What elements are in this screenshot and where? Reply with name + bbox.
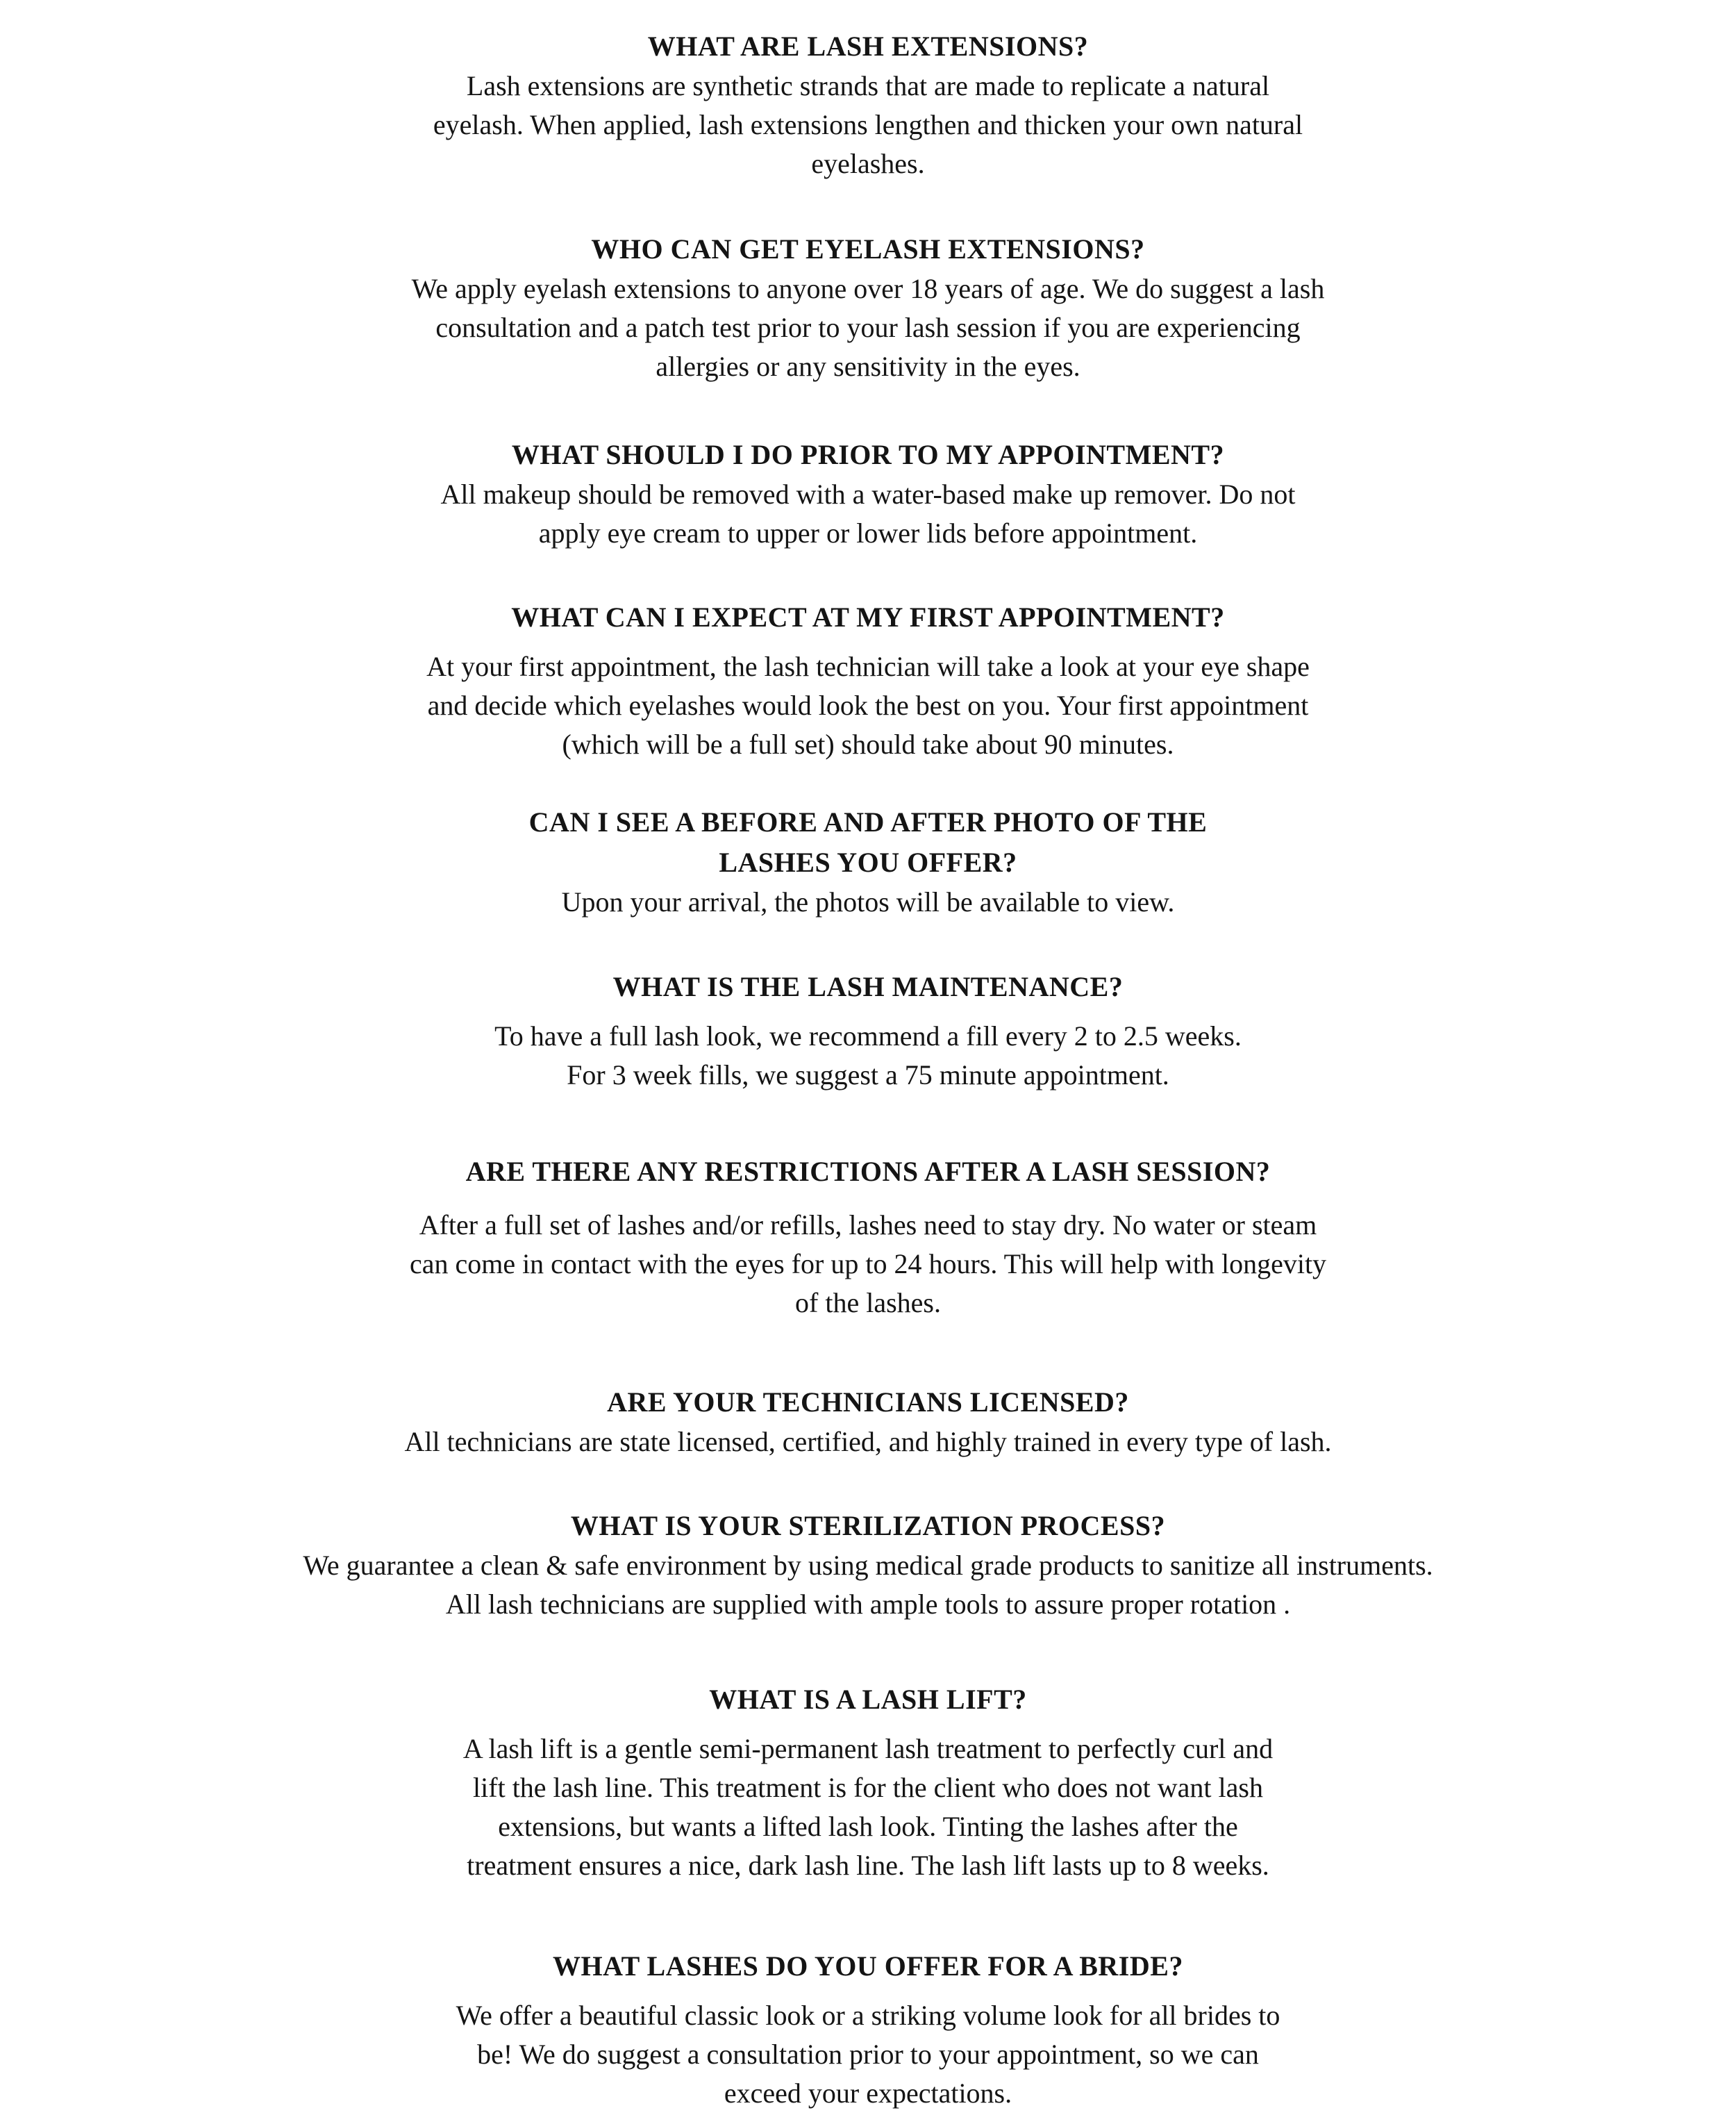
faq-answer-line: eyelashes. [811, 148, 925, 179]
faq-answer [0, 269, 1736, 386]
faq-answer-line: eyelash. When applied, lash extensions lengthen and thicken your own natural [433, 109, 1303, 140]
faq-answer-line: treatment ensures a nice, dark lash line. The lash lift lasts up to 8 weeks. [467, 1850, 1269, 1881]
faq-answer-line: of the lashes. [795, 1287, 941, 1318]
faq-answer-line: can come in contact with the eyes for up to 24 hours. This will help with longevity [409, 1248, 1327, 1279]
faq-answer-line: We apply eyelash extensions to anyone over 18 years of age. We do suggest a lash [411, 273, 1325, 304]
faq-question-line: WHAT CAN I EXPECT AT MY FIRST APPOINTMENT? [511, 602, 1225, 633]
faq-answer-line: At your first appointment, the lash technician will take a look at your eye shape [426, 651, 1310, 682]
faq-answer [0, 1996, 1736, 2113]
faq-item-restrictions [0, 1152, 1736, 1322]
faq-answer [0, 1730, 1736, 1885]
faq-item-bridal-lashes [0, 1946, 1736, 2113]
faq-answer [0, 1423, 1736, 1461]
faq-item-sterilization [0, 1506, 1736, 1624]
faq-answer-line: (which will be a full set) should take about 90 minutes. [562, 729, 1174, 760]
faq-answer-line: For 3 week fills, we suggest a 75 minute appointment. [567, 1059, 1169, 1090]
faq-answer [0, 647, 1736, 764]
faq-answer-line: allergies or any sensitivity in the eyes. [656, 351, 1080, 382]
faq-question-line: WHAT LASHES DO YOU OFFER FOR A BRIDE? [553, 1950, 1183, 1982]
faq-answer-line: be! We do suggest a consultation prior to your appointment, so we can [477, 2039, 1259, 2070]
faq-question-line: WHO CAN GET EYELASH EXTENSIONS? [591, 233, 1145, 265]
faq-question-line: WHAT IS THE LASH MAINTENANCE? [612, 971, 1124, 1002]
faq-item-lash-lift [0, 1679, 1736, 1885]
faq-question-line: WHAT ARE LASH EXTENSIONS? [647, 31, 1089, 62]
faq-answer [0, 67, 1736, 183]
faq-question [0, 802, 1736, 883]
faq-question [0, 229, 1736, 269]
faq-answer-line: All technicians are state licensed, certified, and highly trained in every type of lash. [404, 1426, 1332, 1457]
faq-question [0, 26, 1736, 67]
faq-answer-line: extensions, but wants a lifted lash look. Tinting the lashes after the [498, 1811, 1238, 1842]
faq-answer-line: All makeup should be removed with a water-based make up remover. Do not [440, 479, 1296, 510]
faq-question [0, 597, 1736, 638]
faq-answer-line: consultation and a patch test prior to your lash session if you are experiencing [435, 312, 1301, 343]
faq-answer [0, 883, 1736, 922]
faq-answer-line: After a full set of lashes and/or refills, lashes need to stay dry. No water or steam [419, 1209, 1317, 1241]
faq-item-prior-to-appointment [0, 435, 1736, 553]
faq-answer-line: lift the lash line. This treatment is for the client who does not want lash [473, 1772, 1263, 1803]
faq-answer-line: Lash extensions are synthetic strands that are made to replicate a natural [466, 70, 1270, 101]
faq-question-line: ARE YOUR TECHNICIANS LICENSED? [607, 1386, 1129, 1418]
faq-answer-line: All lash technicians are supplied with ample tools to assure proper rotation . [445, 1589, 1291, 1620]
faq-question-line: WHAT IS A LASH LIFT? [709, 1684, 1027, 1715]
faq-question-line: LASHES YOU OFFER? [719, 847, 1017, 878]
faq-answer [0, 1546, 1736, 1624]
faq-item-who-can-get [0, 229, 1736, 386]
faq-question-line: CAN I SEE A BEFORE AND AFTER PHOTO OF THE [528, 806, 1208, 838]
faq-item-lash-maintenance [0, 967, 1736, 1095]
faq-question [0, 1679, 1736, 1720]
faq-answer-line: A lash lift is a gentle semi-permanent lash treatment to perfectly curl and [462, 1733, 1274, 1764]
faq-question [0, 1946, 1736, 1987]
faq-question [0, 967, 1736, 1007]
faq-item-before-after-photos [0, 802, 1736, 922]
faq-answer-line: exceed your expectations. [724, 2077, 1012, 2109]
faq-question [0, 435, 1736, 475]
faq-question [0, 1152, 1736, 1192]
faq-question-line: WHAT SHOULD I DO PRIOR TO MY APPOINTMENT? [511, 439, 1225, 470]
faq-answer [0, 1017, 1736, 1095]
faq-question [0, 1506, 1736, 1546]
faq-question-line: WHAT IS YOUR STERILIZATION PROCESS? [570, 1510, 1166, 1541]
faq-answer-line: Upon your arrival, the photos will be available to view. [561, 886, 1175, 918]
faq-item-technicians-licensed [0, 1382, 1736, 1461]
faq-answer-line: To have a full lash look, we recommend a fill every 2 to 2.5 weeks. [494, 1020, 1242, 1052]
faq-answer-line: We guarantee a clean & safe environment by using medical grade products to sanitize all instruments. [303, 1550, 1433, 1581]
faq-item-lash-extensions [0, 26, 1736, 183]
faq-answer-line: We offer a beautiful classic look or a striking volume look for all brides to [456, 2000, 1280, 2031]
faq-answer-line: and decide which eyelashes would look the best on you. Your first appointment [427, 690, 1309, 721]
faq-item-first-appointment [0, 597, 1736, 764]
faq-answer-line: apply eye cream to upper or lower lids before appointment. [538, 517, 1198, 549]
faq-answer [0, 475, 1736, 553]
faq-question [0, 1382, 1736, 1423]
faq-question-line: ARE THERE ANY RESTRICTIONS AFTER A LASH SESSION? [465, 1156, 1271, 1187]
faq-answer [0, 1206, 1736, 1322]
